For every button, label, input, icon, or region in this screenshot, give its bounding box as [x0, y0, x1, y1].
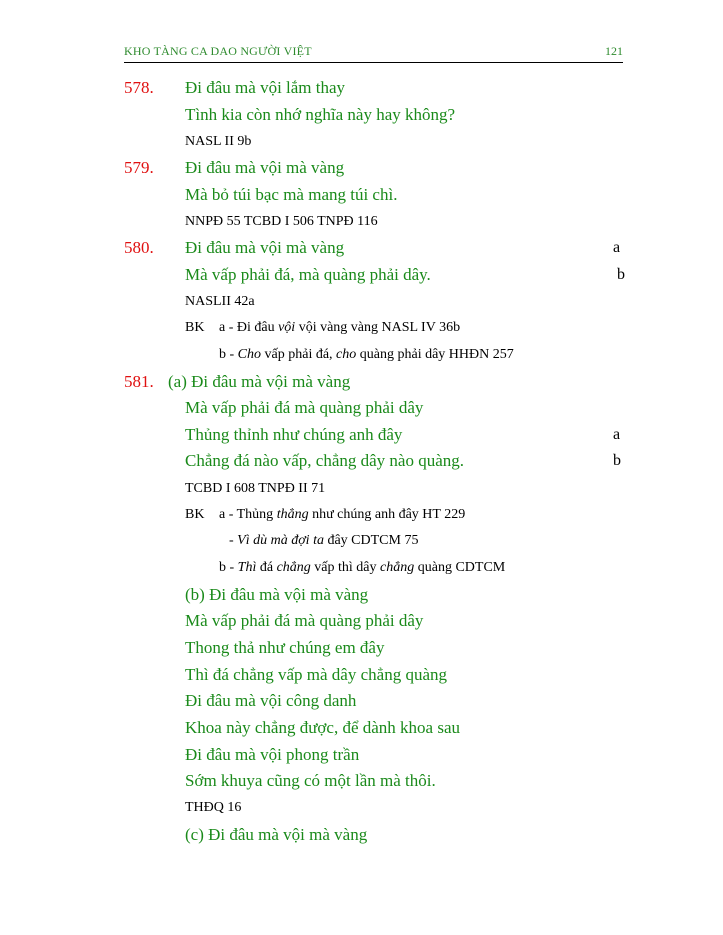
variant-b: b - Cho vấp phải đá, cho quàng phải dây HHĐN 257 — [219, 347, 514, 362]
source-citation: NNPĐ 55 TCBD I 506 TNPĐ 116 — [185, 214, 378, 229]
verse-line: Sớm khuya cũng có một lần mà thôi. — [185, 771, 436, 790]
page-number: 121 — [605, 44, 623, 58]
entry-number-580: 580. — [124, 238, 154, 257]
rhyme-marker: b — [613, 452, 621, 469]
variant-b: b - Thì đá chẳng vấp thì dây chẳng quàng CDTCM — [219, 560, 506, 575]
verse-line: Chẳng đá nào vấp, chẳng dây nào quàng. — [185, 451, 464, 470]
verse-line: Thong thả như chúng em đây — [185, 638, 385, 657]
source-citation: TCBD I 608 TNPĐ II 71 — [185, 481, 326, 496]
verse-line: Đi đâu mà vội công danh — [185, 691, 357, 710]
verse-line: Mà vấp phải đá mà quàng phải dây — [185, 398, 424, 417]
rhyme-marker: a — [613, 239, 621, 256]
source-citation: NASLII 42a — [185, 294, 255, 309]
verse-line: Thủng thỉnh như chúng anh đây — [185, 425, 403, 444]
verse-line: Tình kia còn nhớ nghĩa này hay không? — [185, 105, 456, 124]
verse-line: Đi đâu mà vội lắm thay — [185, 78, 346, 97]
entry-number-579: 579. — [124, 158, 154, 177]
variant-a2: - Vì dù mà đợi ta đây CDTCM 75 — [229, 533, 419, 548]
verse-line: Mà vấp phải đá, mà quàng phải dây. — [185, 265, 431, 284]
verse-line: Mà vấp phải đá mà quàng phải dây — [185, 611, 424, 630]
source-citation: NASL II 9b — [185, 134, 252, 149]
variant-a: a - Thủng thẳng như chúng anh đây HT 229 — [219, 507, 466, 522]
verse-line: Khoa này chẳng được, để dành khoa sau — [185, 718, 461, 737]
page-header — [124, 42, 623, 63]
source-citation: THĐQ 16 — [185, 800, 242, 815]
verse-line-c-label: (c) Đi đâu mà vội mà vàng — [185, 825, 368, 844]
verse-line: Đi đâu mà vội phong trần — [185, 745, 360, 764]
variant-label: BK — [185, 320, 205, 335]
book-title: KHO TÀNG CA DAO NGƯỜI VIỆT — [124, 44, 312, 58]
entry-number-581: 581. — [124, 372, 154, 391]
verse-line-a-label: (a) Đi đâu mà vội mà vàng — [168, 372, 351, 391]
rhyme-marker: b — [617, 266, 625, 283]
variant-a: a - Đi đâu vội vội vàng vàng NASL IV 36b — [219, 320, 461, 335]
verse-line: Đi đâu mà vội mà vàng — [185, 158, 345, 177]
verse-line: Đi đâu mà vội mà vàng — [185, 238, 345, 257]
verse-line: Mà bỏ túi bạc mà mang túi chì. — [185, 185, 398, 204]
verse-line-b-label: (b) Đi đâu mà vội mà vàng — [185, 585, 369, 604]
verse-line: Thì đá chẳng vấp mà dây chẳng quàng — [185, 665, 447, 684]
variant-label: BK — [185, 507, 205, 522]
entry-number-578: 578. — [124, 78, 154, 97]
rhyme-marker: a — [613, 426, 621, 443]
